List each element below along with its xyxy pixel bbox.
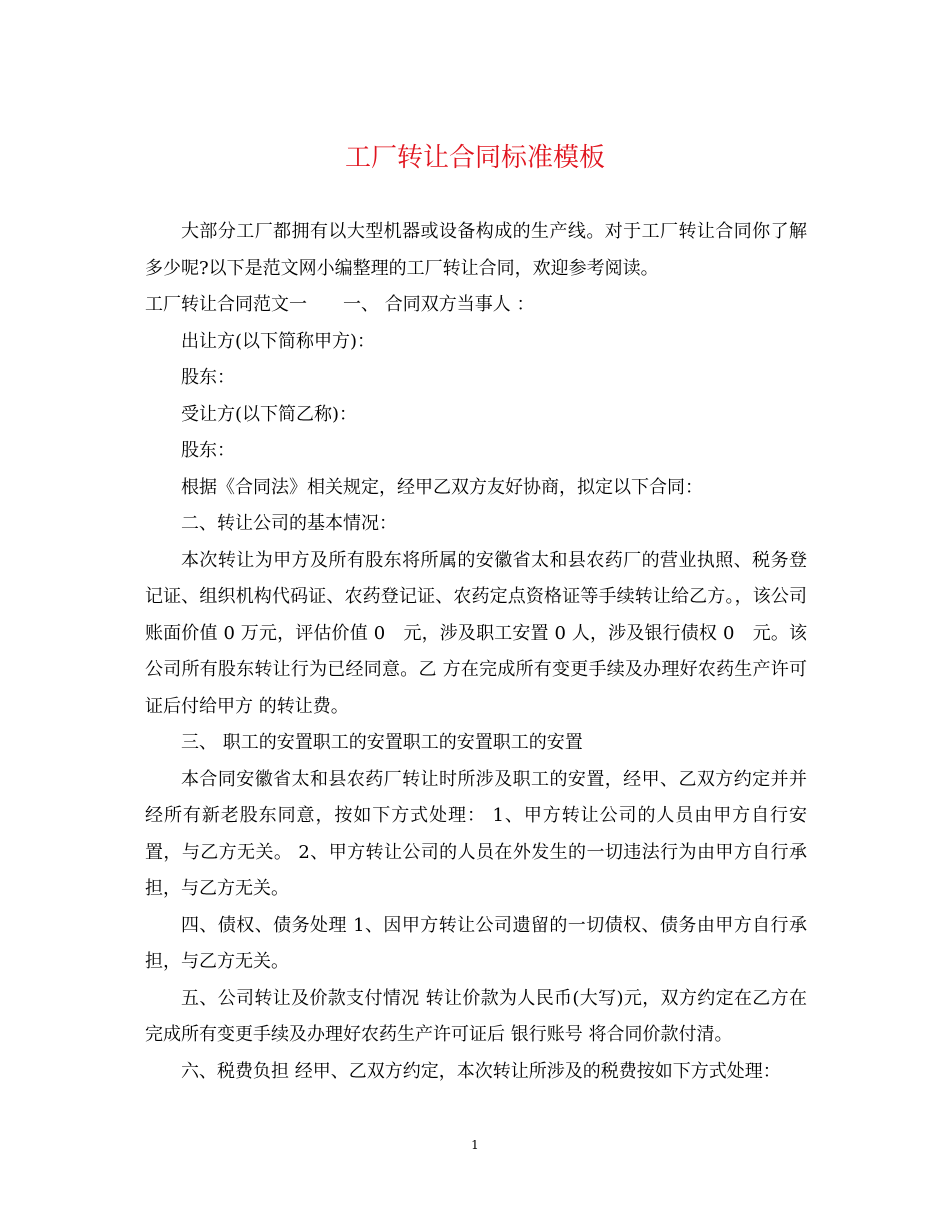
document-body [145, 214, 807, 1090]
paragraph: 六、税费负担 经甲、乙双方约定，本次转让所涉及的税费按如下方式处理： [181, 1060, 781, 1082]
paragraph: 股东： [181, 440, 235, 461]
paragraph: 受让方(以下简乙称)： [181, 403, 358, 425]
page-number: 1 [471, 1138, 479, 1152]
paragraph: 股东： [181, 367, 235, 388]
paragraph: 大部分工厂都拥有以大型机器或设备构成的生产线。对于工厂转让合同你了解多少呢?以下是范文网小编整理的工厂转让合同，欢迎参考阅读。 [145, 221, 807, 279]
paragraph: 二、转让公司的基本情况： [181, 513, 397, 534]
paragraph: 三、 职工的安置职工的安置职工的安置职工的安置 [181, 732, 583, 753]
document-title: 工厂转让合同标准模板 [344, 143, 605, 173]
paragraph: 四、债权、债务处理 1、因甲方转让公司遗留的一切债权、债务由甲方自行承担，与乙方无关。 [145, 914, 807, 972]
paragraph: 根据《合同法》相关规定，经甲乙双方友好协商，拟定以下合同： [181, 476, 703, 498]
paragraph: 工厂转让合同范文一 一、 合同双方当事人 ： [145, 294, 535, 315]
paragraph: 五、公司转让及价款支付情况 转让价款为人民币(大写)元，双方约定在乙方在完成所有变更手续及办理好农药生产许可证后 银行账号 将合同价款付清。 [145, 987, 807, 1045]
paragraph: 出让方(以下简称甲方)： [181, 330, 376, 352]
paragraph: 本合同安徽省太和县农药厂转让时所涉及职工的安置，经甲、乙双方约定并并经所有新老股东同意，按如下方式处理： 1、甲方转让公司的人员由甲方自行安置，与乙方无关。 2、甲方转让公司的人员在外发生的一切违法行为由甲方自行承担，与乙方无关。 [145, 768, 807, 899]
paragraph: 本次转让为甲方及所有股东将所属的安徽省太和县农药厂的营业执照、税务登记证、组织机构代码证、农药登记证、农药定点资格证等手续转让给乙方。，该公司账面价值 0 万元，评估价值 0 元，涉及职工安置 0 人，涉及银行债权 0 元。该公司所有股东转让行为已经同意。乙 方在完成所有变更手续及办理好农药生产许可证后付给甲方 的转让费。 [145, 549, 807, 717]
